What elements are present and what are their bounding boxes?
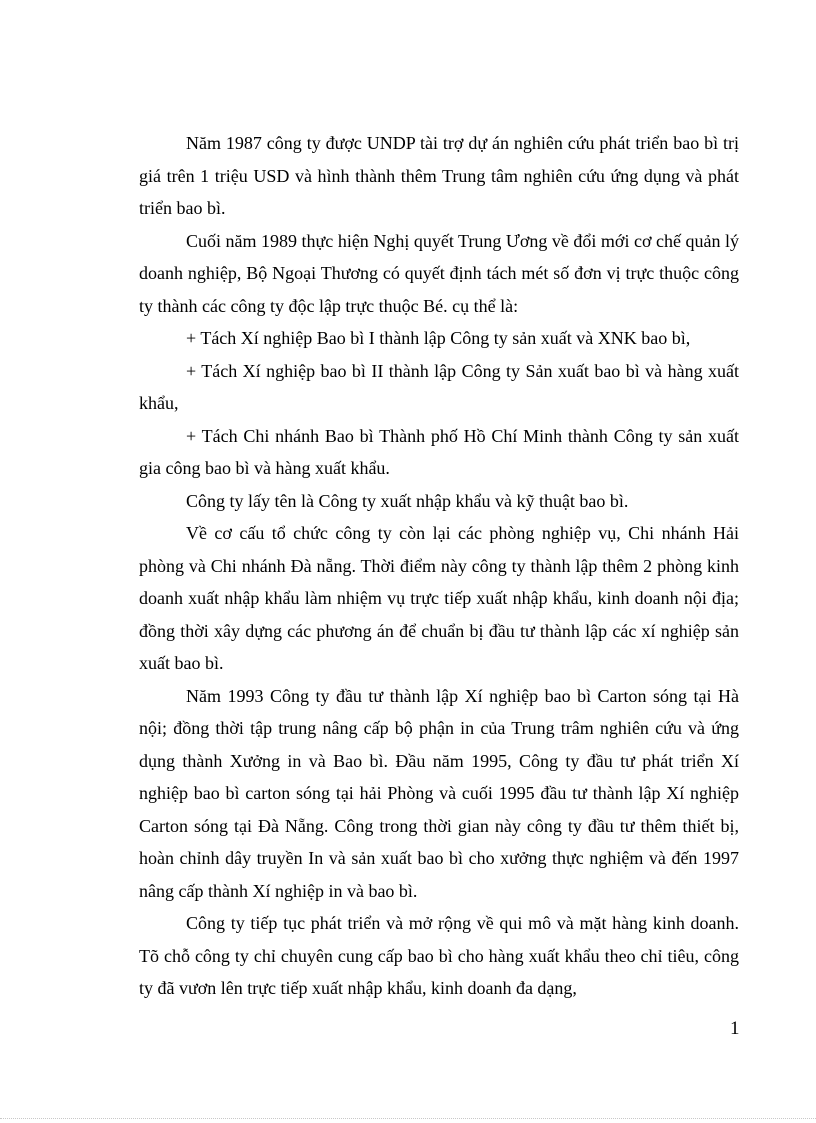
paragraph-split-enterprise-2: + Tách Xí nghiệp bao bì II thành lập Công ty Sản xuất bao bì và hàng xuất khẩu, bbox=[139, 360, 739, 413]
page-number: 1 bbox=[730, 1018, 740, 1039]
paragraph-undp-funding: Năm 1987 công ty được UNDP tài trợ dự án nghiên cứu phát triển bao bì trị giá trên 1 triệu USD và hình thành thêm Trung tâm nghiên cứu ứng dụng và phát triển bao bì. bbox=[139, 133, 739, 218]
paragraph-1993-investment: Năm 1993 Công ty đầu tư thành lập Xí nghiệp bao bì Carton sóng tại Hà nội; đồng thời tập trung nâng cấp bộ phận in của Trung trâm nghiên cứu và ứng dụng thành Xưởng in và Bao bì. Đầu năm 1995, Công ty đầu tư phát triển Xí nghiệp bao bì carton sóng tại hải Phòng và cuối 1995 đầu tư thành lập Xí nghiệp Carton sóng tại Đà Nẵng. Công trong thời gian này công ty đầu tư thêm thiết bị, hoàn chỉnh dây truyền In và sản xuất bao bì cho xưởng thực nghiệm và đến 1997 nâng cấp thành Xí nghiệp in và bao bì. bbox=[139, 685, 739, 901]
body-text bbox=[139, 127, 739, 1005]
paragraph-split-enterprise-1: + Tách Xí nghiệp Bao bì I thành lập Công ty sản xuất và XNK bao bì, bbox=[186, 328, 691, 348]
paragraph-continued-growth: Công ty tiếp tục phát triển và mở rộng về qui mô và mặt hàng kinh doanh. Tõ chỗ công ty chỉ chuyên cung cấp bao bì cho hàng xuất khẩu theo chỉ tiêu, công ty đã vươn lên trực tiếp xuất nhập khẩu, kinh doanh đa dạng, bbox=[139, 913, 739, 998]
paragraph-organization-structure: Về cơ cấu tổ chức công ty còn lại các phòng nghiệp vụ, Chi nhánh Hải phòng và Chi nhánh Đà nẵng. Thời điểm này công ty thành lập thêm 2 phòng kinh doanh xuất nhập khẩu làm nhiệm vụ trực tiếp xuất nhập khẩu, kinh doanh nội địa; đồng thời xây dựng các phương án để chuẩn bị đầu tư thành lập các xí nghiệp sản xuất bao bì. bbox=[139, 523, 739, 673]
paragraph-1989-restructuring: Cuối năm 1989 thực hiện Nghị quyết Trung Ương về đổi mới cơ chế quản lý doanh nghiệp, Bộ Ngoại Thương có quyết định tách mét số đơn vị trực thuộc công ty thành các công ty độc lập trực thuộc Bé. cụ thể là: bbox=[139, 230, 739, 316]
page-bottom-divider bbox=[0, 1118, 816, 1119]
paragraph-company-name: Công ty lấy tên là Công ty xuất nhập khẩu và kỹ thuật bao bì. bbox=[186, 490, 629, 511]
paragraph-split-hcm-branch: + Tách Chi nhánh Bao bì Thành phố Hồ Chí Minh thành Công ty sản xuất gia công bao bì và hàng xuất khẩu. bbox=[139, 425, 739, 478]
